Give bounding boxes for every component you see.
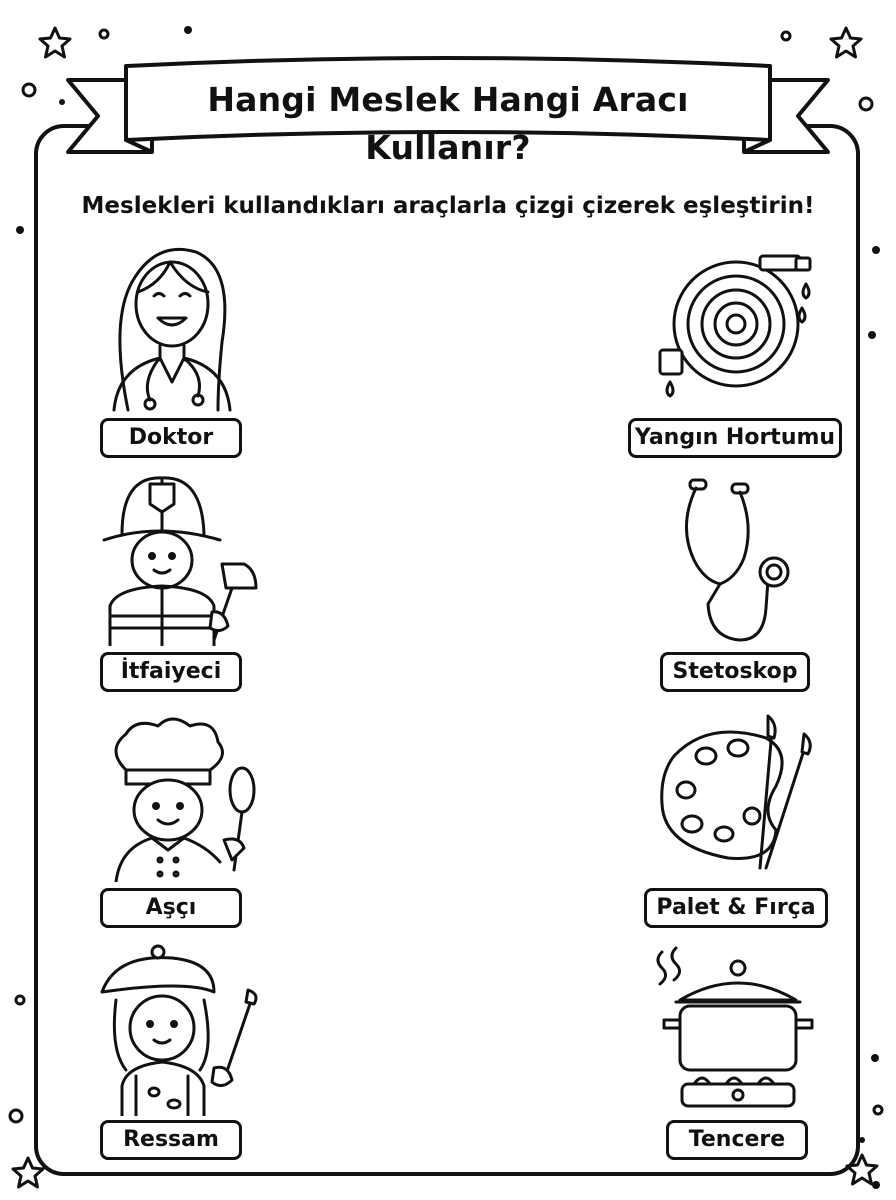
tool-label-stetoskop: Stetoskop — [660, 652, 810, 692]
stethoscope-icon — [668, 476, 804, 644]
instruction-text: Meslekleri kullandıkları araçlarla çizgi çizerek eşleştirin! — [81, 193, 815, 219]
chef-icon — [96, 710, 268, 882]
circle-icon — [10, 1110, 22, 1122]
circle-icon — [782, 32, 790, 40]
circle-icon — [16, 996, 24, 1004]
profession-label-ressam: Ressam — [100, 1120, 242, 1160]
circle-icon — [874, 1106, 882, 1114]
painter-icon — [96, 940, 264, 1116]
tool-label-tencere: Tencere — [666, 1120, 808, 1160]
page-title: Hangi Meslek Hangi Aracı Kullanır? — [207, 80, 689, 167]
profession-label-itfaiyeci: İtfaiyeci — [100, 652, 242, 692]
circle-icon — [100, 30, 108, 38]
tool-label-palet-firca: Palet & Fırça — [644, 888, 828, 928]
profession-label-asci: Aşçı — [100, 888, 242, 928]
palette-brush-icon — [656, 712, 820, 884]
circle-icon — [860, 98, 872, 110]
firefighter-icon — [96, 470, 272, 646]
tool-label-yangin-hortumu: Yangın Hortumu — [628, 418, 842, 458]
doctor-icon — [100, 232, 244, 412]
circle-icon — [23, 84, 35, 96]
profession-label-doktor: Doktor — [100, 418, 242, 458]
cooking-pot-icon — [646, 944, 816, 1116]
fire-hose-icon — [656, 250, 820, 402]
